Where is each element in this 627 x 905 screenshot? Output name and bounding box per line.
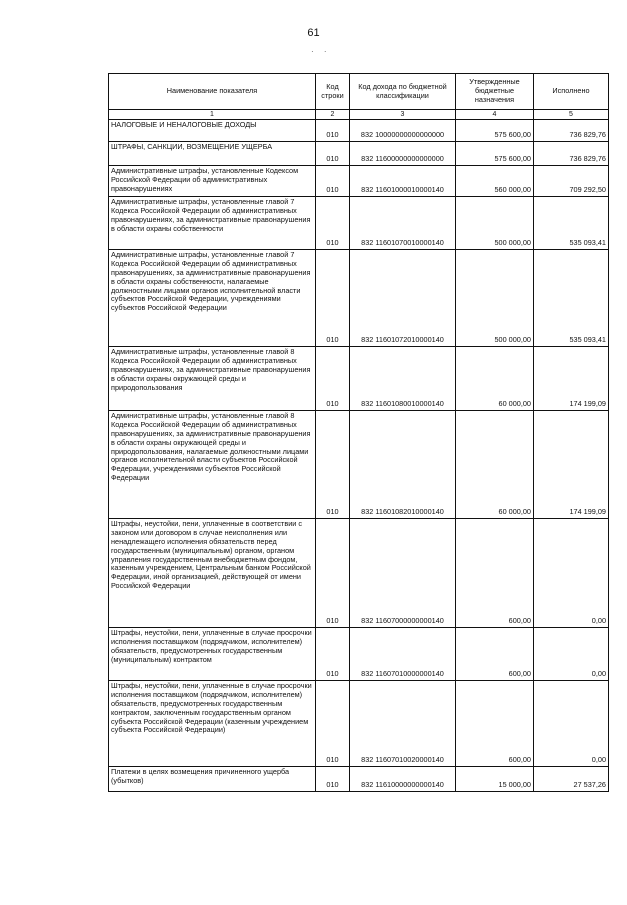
row-income-code: 832 10000000000000000 [350,120,456,142]
row-name: Административные штрафы, установленные главой 8 Кодекса Российской Федерации об административных правонарушениях, за административные правонарушения в области охраны окружающей среды и природопользования [109,347,316,411]
row-line-code: 010 [316,197,350,250]
row-line-code: 010 [316,166,350,197]
row-line-code: 010 [316,142,350,166]
table-header-row [109,74,609,110]
row-executed-amount: 736 829,76 [534,120,609,142]
row-executed-amount: 174 199,09 [534,347,609,411]
table-row [109,197,609,250]
column-number: 5 [534,110,609,120]
row-approved-amount: 500 000,00 [456,197,534,250]
row-executed-amount: 0,00 [534,628,609,681]
table-row [109,519,609,628]
table-row [109,250,609,347]
row-name: Административные штрафы, установленные главой 8 Кодекса Российской Федерации об административных правонарушениях, за административные правонарушения в области охраны окружающей среды и природопользования, налагаемые должностными лицами органов исполнительной власти субъектов Российской Федерации, учреждениями субъектов Российской Федерации [109,411,316,519]
row-approved-amount: 15 000,00 [456,767,534,792]
row-name: НАЛОГОВЫЕ И НЕНАЛОГОВЫЕ ДОХОДЫ [109,120,316,142]
table-row [109,347,609,411]
row-executed-amount: 736 829,76 [534,142,609,166]
row-name: Административные штрафы, установленные главой 7 Кодекса Российской Федерации об административных правонарушениях, за административные правонарушения в области охраны собственности, налагаемые должностными лицами органов исполнительной власти субъектов Российской Федерации, учреждениями субъектов Российской Федерации [109,250,316,347]
row-approved-amount: 500 000,00 [456,250,534,347]
row-approved-amount: 600,00 [456,628,534,681]
row-executed-amount: 709 292,50 [534,166,609,197]
header-executed: Исполнено [534,74,609,110]
table-row [109,166,609,197]
row-name: ШТРАФЫ, САНКЦИИ, ВОЗМЕЩЕНИЕ УЩЕРБА [109,142,316,166]
row-line-code: 010 [316,250,350,347]
row-income-code: 832 11601000010000140 [350,166,456,197]
row-income-code: 832 11610000000000140 [350,767,456,792]
column-number: 2 [316,110,350,120]
page-number: 61 [307,27,320,39]
row-executed-amount: 535 093,41 [534,250,609,347]
header-approved-budget: Утвержденные бюджетные назначения [456,74,534,110]
row-name: Административные штрафы, установленные главой 7 Кодекса Российской Федерации об административных правонарушениях, за административные правонарушения в области охраны собственности [109,197,316,250]
income-report-table [108,73,609,792]
row-approved-amount: 60 000,00 [456,411,534,519]
row-income-code: 832 11600000000000000 [350,142,456,166]
row-income-code: 832 11601080010000140 [350,347,456,411]
row-name: Штрафы, неустойки, пени, уплаченные в случае просрочки исполнения поставщиком (подрядчиком, исполнителем) обязательств, предусмотренных государственным (муниципальным) контрактом [109,628,316,681]
table-row [109,767,609,792]
row-name: Платежи в целях возмещения причиненного ущерба (убытков) [109,767,316,792]
row-approved-amount: 600,00 [456,681,534,767]
row-line-code: 010 [316,681,350,767]
row-executed-amount: 0,00 [534,681,609,767]
row-executed-amount: 174 199,09 [534,411,609,519]
row-line-code: 010 [316,120,350,142]
row-income-code: 832 11601072010000140 [350,250,456,347]
header-line-code: Код строки [316,74,350,110]
row-approved-amount: 600,00 [456,519,534,628]
column-number: 3 [350,110,456,120]
row-name: Штрафы, неустойки, пени, уплаченные в случае просрочки исполнения поставщиком (подрядчиком, исполнителем) обязательств, предусмотренных государственным контрактом, заключенным государственным органом субъекта Российской Федерации (казенным учреждением субъекта Российской Федерации) [109,681,316,767]
row-executed-amount: 27 537,26 [534,767,609,792]
table-row [109,411,609,519]
row-executed-amount: 535 093,41 [534,197,609,250]
row-income-code: 832 11607010020000140 [350,681,456,767]
column-number-row [109,110,609,120]
row-line-code: 010 [316,767,350,792]
column-number: 4 [456,110,534,120]
row-income-code: 832 11601082010000140 [350,411,456,519]
row-approved-amount: 560 000,00 [456,166,534,197]
header-indicator-name: Наименование показателя [109,74,316,110]
row-income-code: 832 11607000000000140 [350,519,456,628]
table-row [109,628,609,681]
row-income-code: 832 11601070010000140 [350,197,456,250]
row-approved-amount: 575 600,00 [456,120,534,142]
row-line-code: 010 [316,347,350,411]
header-income-code: Код дохода по бюджетной классификации [350,74,456,110]
table-row [109,120,609,142]
row-line-code: 010 [316,411,350,519]
row-name: Административные штрафы, установленные Кодексом Российской Федерации об административных правонарушениях [109,166,316,197]
scan-speckles: · · [311,47,331,56]
row-approved-amount: 60 000,00 [456,347,534,411]
row-approved-amount: 575 600,00 [456,142,534,166]
column-number: 1 [109,110,316,120]
row-income-code: 832 11607010000000140 [350,628,456,681]
row-executed-amount: 0,00 [534,519,609,628]
row-line-code: 010 [316,519,350,628]
row-line-code: 010 [316,628,350,681]
table-row [109,142,609,166]
table-row [109,681,609,767]
row-name: Штрафы, неустойки, пени, уплаченные в соответствии с законом или договором в случае неисполнения или ненадлежащего исполнения обязательств перед государственным (муниципальным) органом, органом управления государственным внебюджетным фондом, казенным учреждением, Центральным банком Российской Федерации, иной организацией, действующей от имени Российской Федерации [109,519,316,628]
